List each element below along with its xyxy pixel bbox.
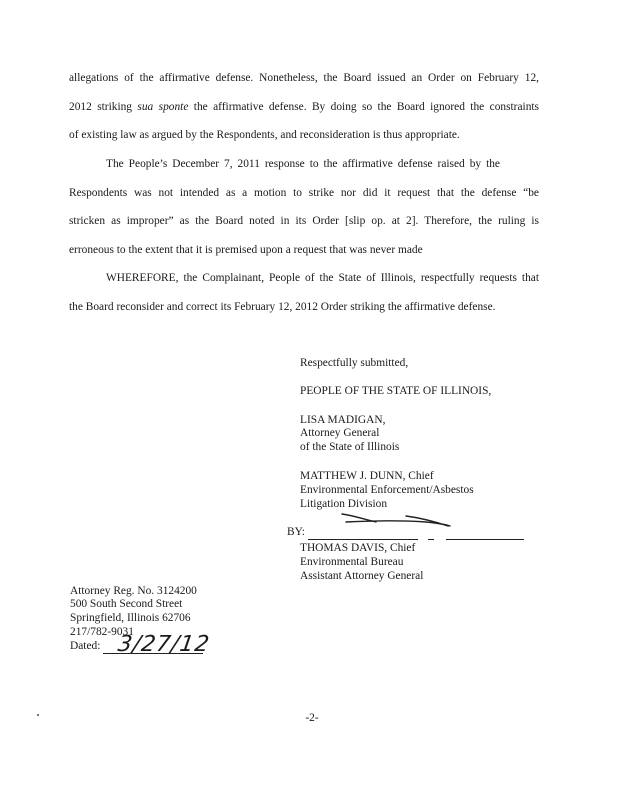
ag-name: LISA MADIGAN,	[300, 414, 386, 426]
closing: Respectfully submitted,	[300, 357, 409, 369]
chief-division-1: Environmental Enforcement/Asbestos	[300, 484, 474, 496]
signer-bureau: Environmental Bureau	[300, 556, 404, 568]
body-line-2-start: 2012 striking	[69, 101, 138, 113]
body-line-5: Respondents was not intended as a motion to strike nor did it request that the defense “be	[69, 187, 539, 199]
body-line-7: erroneous to the extent that it is premised upon a request that was never made	[69, 244, 423, 256]
signer-name: THOMAS DAVIS, Chief	[300, 542, 416, 554]
body-line-6: stricken as improper” as the Board noted in its Order [slip op. at 2]. Therefore, the ruling is	[69, 215, 539, 227]
body-line-2	[69, 100, 539, 114]
body-line-1: allegations of the affirmative defense. Nonetheless, the Board issued an Order on February 12,	[69, 72, 539, 84]
signature-line-2	[428, 539, 434, 540]
by-label: BY:	[287, 526, 305, 538]
ag-title: Attorney General	[300, 427, 380, 439]
dated-label: Dated:	[70, 640, 101, 652]
attorney-reg-no: Attorney Reg. No. 3124200	[70, 585, 197, 597]
ag-state: of the State of Illinois	[300, 441, 400, 453]
dated-handwritten: 3/27/12	[116, 632, 212, 657]
city-address: Springfield, Illinois 62706	[70, 612, 191, 624]
body-line-2-italic: sua sponte	[137, 101, 189, 113]
signature-line-3	[446, 539, 524, 540]
body-line-4: The People’s December 7, 2011 response to the affirmative defense raised by the	[106, 158, 500, 170]
street-address: 500 South Second Street	[70, 598, 183, 610]
chief-name: MATTHEW J. DUNN, Chief	[300, 470, 434, 482]
body-line-2-end: the affirmative defense. By doing so the Board ignored the constraints	[188, 101, 539, 113]
signer-title: Assistant Attorney General	[300, 570, 424, 582]
signature-line-1	[308, 539, 418, 540]
chief-division-2: Litigation Division	[300, 498, 388, 510]
page-number: -2-	[305, 712, 319, 724]
body-line-3: of existing law as argued by the Respondents, and reconsideration is thus appropriate.	[69, 129, 460, 141]
signature-scribble	[336, 508, 456, 532]
phone-number: 217/782-9031	[70, 626, 134, 638]
party-name: PEOPLE OF THE STATE OF ILLINOIS,	[300, 385, 492, 397]
body-line-8: WHEREFORE, the Complainant, People of the State of Illinois, respectfully requests that	[106, 272, 539, 284]
body-line-9: the Board reconsider and correct its February 12, 2012 Order striking the affirmative defense.	[69, 301, 496, 313]
